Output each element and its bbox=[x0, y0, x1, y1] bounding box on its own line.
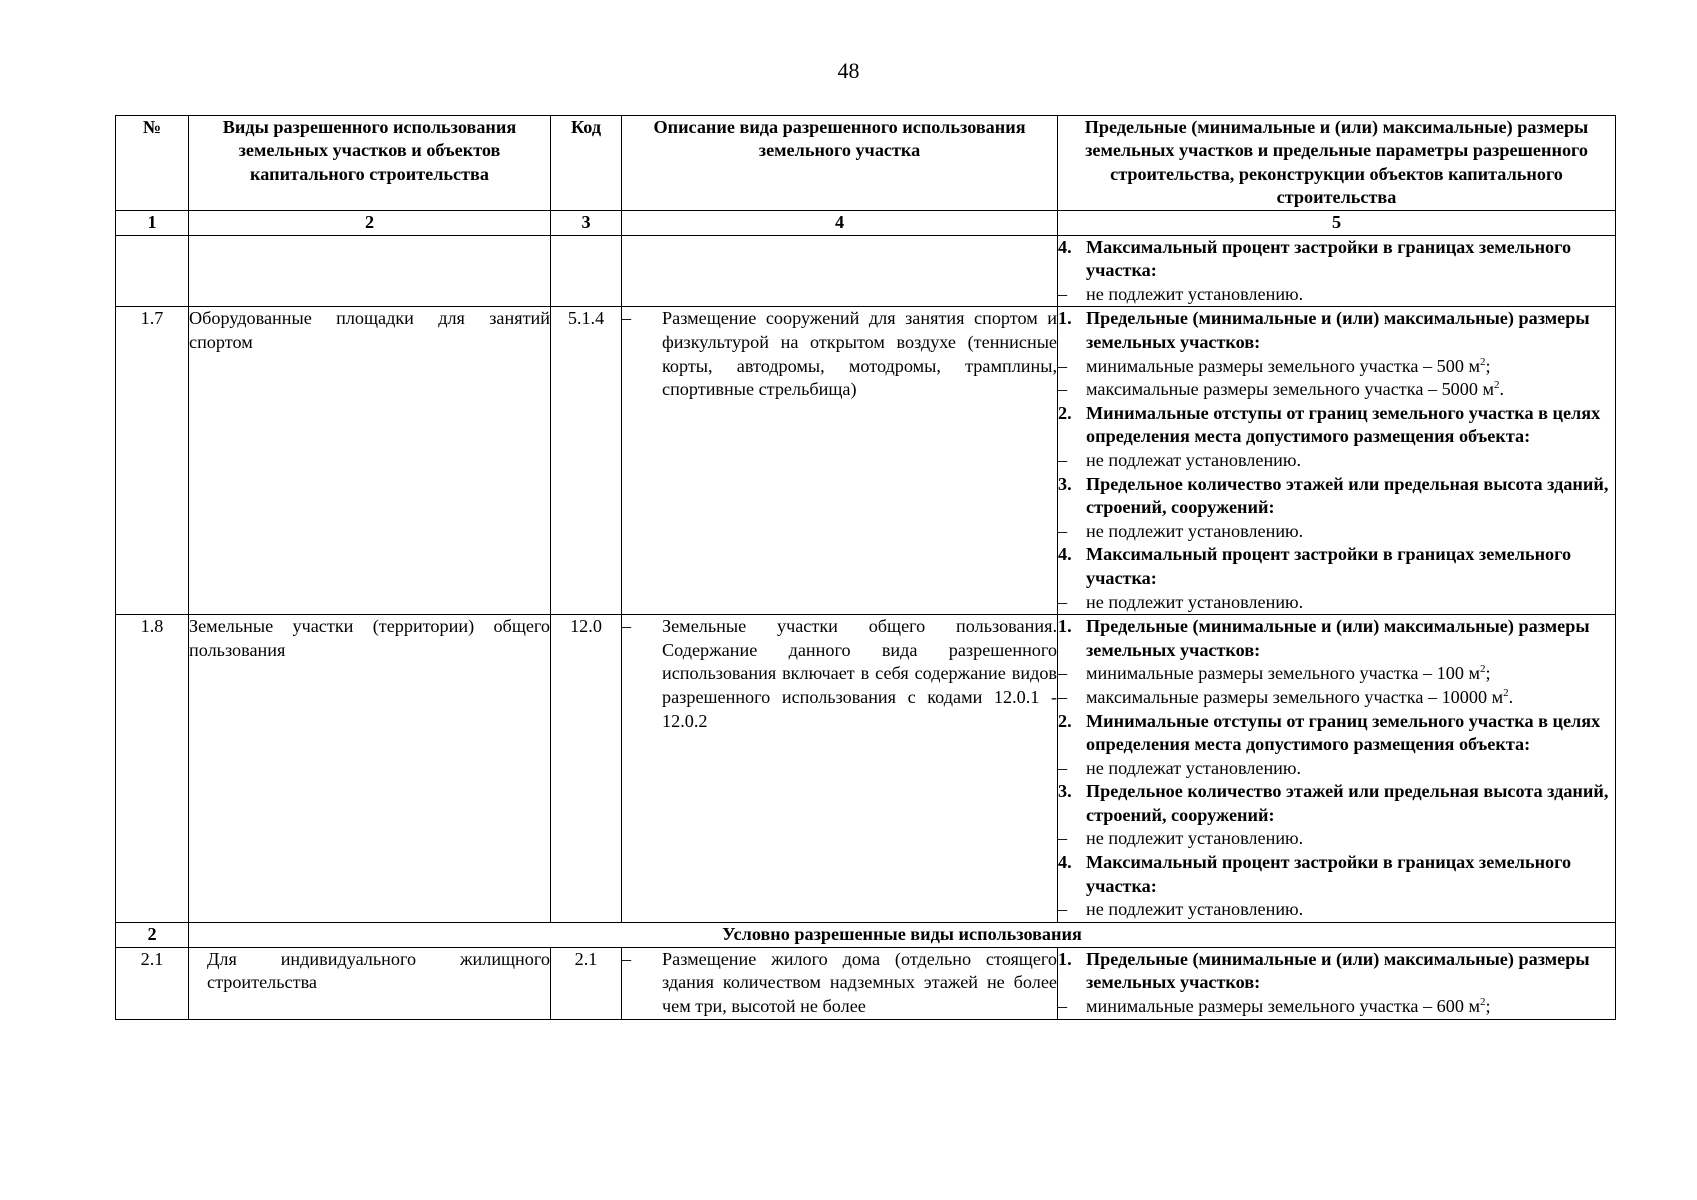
params-cell bbox=[1058, 947, 1616, 1019]
param-item: – не подлежит установлению. bbox=[1058, 520, 1304, 541]
header-parameters: Предельные (минимальные и (или) максимальные) размеры земельных участков и предельные параметры разрешенного строительства, реконструкции объектов капитального строительства bbox=[1058, 116, 1616, 211]
header-code: Код bbox=[551, 116, 622, 211]
param-heading: 4. Максимальный процент застройки в границах земельного участка: bbox=[1058, 852, 1572, 896]
param-item: – не подлежит установлению. bbox=[1058, 899, 1304, 920]
section-row bbox=[116, 922, 1616, 947]
use-type-name: Для индивидуального жилищного строительства bbox=[189, 947, 551, 1019]
param-item: – минимальные размеры земельного участка – 600 $м^2$; bbox=[1058, 995, 1491, 1017]
param-item: – не подлежит установлению. bbox=[1058, 828, 1304, 849]
param-heading: 1. Предельные (минимальные и (или) максимальные) размеры земельных участков: bbox=[1058, 948, 1590, 993]
use-description: – Размещение жилого дома (отдельно стоящего здания количеством надземных этажей не более чем три, высотой не более bbox=[622, 947, 1058, 1019]
param-heading: 2. Минимальные отступы от границ земельного участка в целях определения места допустимого размещения объекта: bbox=[1058, 710, 1601, 755]
param-item: – максимальные размеры земельного участка – 5000 $м^2$. bbox=[1058, 379, 1505, 400]
table-row-continuation bbox=[116, 235, 1616, 307]
header-use-types: Виды разрешенного использования земельных участков и объектов капитального строительства bbox=[189, 116, 551, 211]
use-code: 5.1.4 bbox=[551, 307, 622, 615]
table-row bbox=[116, 307, 1616, 615]
table-row bbox=[116, 947, 1616, 1019]
params-cell bbox=[1058, 307, 1616, 615]
params-cell bbox=[1058, 615, 1616, 923]
param-item: – не подлежит установлению. bbox=[1058, 283, 1304, 304]
use-description: – Размещение сооружений для занятия спортом и физкультурой на открытом воздухе (теннисные корты, автодромы, мотодромы, трамплины, спортивные стрельбища) bbox=[622, 307, 1058, 615]
row-number: 1.7 bbox=[116, 307, 189, 615]
use-code: 12.0 bbox=[551, 615, 622, 923]
param-item: – не подлежат установлению. bbox=[1058, 757, 1302, 778]
page-number: 48 bbox=[837, 58, 860, 83]
header-description: Описание вида разрешенного использования земельного участка bbox=[622, 116, 1058, 211]
header-number: № bbox=[116, 116, 189, 211]
row-number: 2.1 bbox=[116, 947, 189, 1019]
column-number-row bbox=[116, 210, 1616, 235]
param-heading: 4. Максимальный процент застройки в границах земельного участка: bbox=[1058, 236, 1572, 281]
use-type-name: Земельные участки (территории) общего пользования bbox=[189, 615, 551, 923]
param-heading: 1. Предельные (минимальные и (или) максимальные) размеры земельных участков: bbox=[1058, 616, 1590, 660]
param-item: – максимальные размеры земельного участка – 10000 $м^2$. bbox=[1058, 686, 1514, 707]
param-heading: 3. Предельное количество этажей или предельная высота зданий, строений, сооружений: bbox=[1058, 781, 1609, 825]
use-description: – Земельные участки общего пользования. Содержание данного вида разрешенного использования включает в себя содержание видов разрешенного использования с кодами 12.0.1 - 12.0.2 bbox=[622, 615, 1058, 923]
column-number: 1 bbox=[116, 210, 189, 235]
column-number: 4 bbox=[622, 210, 1058, 235]
param-heading: 2. Минимальные отступы от границ земельного участка в целях определения места допустимого размещения объекта: bbox=[1058, 402, 1601, 447]
column-number: 3 bbox=[551, 210, 622, 235]
column-number: 2 bbox=[189, 210, 551, 235]
param-item: – минимальные размеры земельного участка – 100 $м^2$; bbox=[1058, 663, 1491, 684]
param-item: – не подлежат установлению. bbox=[1058, 449, 1302, 470]
section-title: Условно разрешенные виды использования bbox=[189, 922, 1616, 947]
column-number: 5 bbox=[1058, 210, 1616, 235]
use-type-name: Оборудованные площадки для занятий спортом bbox=[189, 307, 551, 615]
section-number: 2 bbox=[116, 922, 189, 947]
param-item: – не подлежит установлению. bbox=[1058, 591, 1304, 612]
row-number: 1.8 bbox=[116, 615, 189, 923]
param-heading: 4. Максимальный процент застройки в границах земельного участка: bbox=[1058, 544, 1572, 588]
param-heading: 1. Предельные (минимальные и (или) максимальные) размеры земельных участков: bbox=[1058, 308, 1590, 352]
use-code: 2.1 bbox=[551, 947, 622, 1019]
param-item: – минимальные размеры земельного участка – 500 $м^2$; bbox=[1058, 355, 1491, 376]
param-heading: 3. Предельное количество этажей или предельная высота зданий, строений, сооружений: bbox=[1058, 473, 1609, 518]
land-use-table bbox=[115, 115, 1616, 1020]
params-cell bbox=[1058, 235, 1616, 307]
table-row bbox=[116, 615, 1616, 923]
table-header-row bbox=[116, 116, 1616, 211]
